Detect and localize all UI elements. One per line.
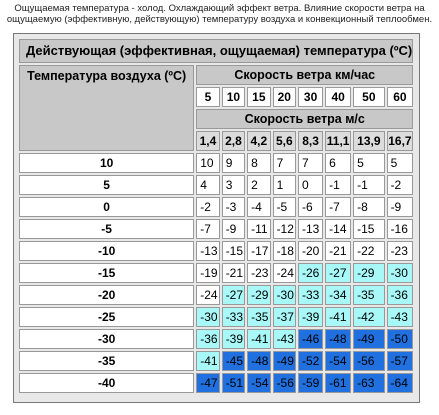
effective-temp-cell: 2 [247, 175, 270, 195]
wind-ms-value: 13,9 [353, 131, 384, 151]
air-temp-value: -10 [19, 241, 194, 261]
effective-temp-cell: -41 [196, 351, 219, 371]
effective-temp-cell: -14 [325, 219, 351, 239]
effective-temp-cell: -8 [353, 197, 384, 217]
air-temp-value: -20 [19, 285, 194, 305]
effective-temp-cell: -43 [273, 329, 296, 349]
effective-temp-cell: -2 [196, 197, 219, 217]
effective-temp-cell: -1 [325, 175, 351, 195]
effective-temp-cell: -21 [325, 241, 351, 261]
effective-temp-cell: -34 [325, 285, 351, 305]
effective-temp-cell: 7 [298, 153, 323, 173]
caption-line-2: ощущаемую (эффективную, действующую) температуру воздуха и конвекционный теплообмен. [6, 14, 433, 25]
table-row [19, 241, 413, 261]
effective-temp-cell: -13 [298, 219, 323, 239]
effective-temp-cell: -51 [222, 373, 245, 393]
effective-temp-cell: -27 [325, 263, 351, 283]
effective-temp-cell: -30 [387, 263, 414, 283]
wind-kmh-value: 40 [325, 87, 351, 107]
effective-temp-cell: -57 [387, 351, 414, 371]
wind-kmh-header: Скорость ветра км/час [196, 65, 413, 85]
effective-temp-cell: -43 [387, 307, 414, 327]
wind-chill-table-frame [13, 33, 420, 403]
table-row [19, 263, 413, 283]
effective-temp-cell: -7 [196, 219, 219, 239]
effective-temp-cell: -19 [196, 263, 219, 283]
air-temp-value: -25 [19, 307, 194, 327]
effective-temp-cell: 5 [387, 153, 414, 173]
effective-temp-cell: 7 [273, 153, 296, 173]
effective-temp-cell: -50 [387, 329, 414, 349]
effective-temp-cell: -61 [325, 373, 351, 393]
air-temp-header: Температура воздуха (ºC) [19, 65, 194, 151]
wind-ms-value: 16,7 [387, 131, 414, 151]
effective-temp-cell: -13 [196, 241, 219, 261]
wind-ms-value: 8,3 [298, 131, 323, 151]
effective-temp-cell: -56 [273, 373, 296, 393]
air-temp-value: -40 [19, 373, 194, 393]
effective-temp-cell: -2 [387, 175, 414, 195]
effective-temp-cell: -52 [298, 351, 323, 371]
effective-temp-cell: 10 [196, 153, 219, 173]
table-title: Действующая (эффективная, ощущаемая) температура (ºC) [19, 39, 413, 63]
effective-temp-cell: -7 [325, 197, 351, 217]
effective-temp-cell: -45 [222, 351, 245, 371]
effective-temp-cell: -20 [298, 241, 323, 261]
wind-ms-value: 4,2 [247, 131, 270, 151]
air-temp-value: 0 [19, 197, 194, 217]
effective-temp-cell: -36 [196, 329, 219, 349]
effective-temp-cell: -18 [273, 241, 296, 261]
wind-chill-table [17, 37, 415, 395]
effective-temp-cell: -15 [222, 241, 245, 261]
effective-temp-cell: -12 [273, 219, 296, 239]
effective-temp-cell: -46 [298, 329, 323, 349]
air-temp-value: -5 [19, 219, 194, 239]
effective-temp-cell: -17 [247, 241, 270, 261]
effective-temp-cell: -4 [247, 197, 270, 217]
effective-temp-cell: -64 [387, 373, 414, 393]
effective-temp-cell: -49 [353, 329, 384, 349]
effective-temp-cell: -56 [353, 351, 384, 371]
effective-temp-cell: 0 [298, 175, 323, 195]
caption [0, 3, 439, 25]
effective-temp-cell: -39 [222, 329, 245, 349]
wind-kmh-value: 5 [196, 87, 219, 107]
air-temp-value: -15 [19, 263, 194, 283]
effective-temp-cell: -33 [222, 307, 245, 327]
effective-temp-cell: -41 [325, 307, 351, 327]
effective-temp-cell: -35 [247, 307, 270, 327]
air-temp-value: -35 [19, 351, 194, 371]
effective-temp-cell: 6 [325, 153, 351, 173]
table-row [19, 197, 413, 217]
effective-temp-cell: -21 [222, 263, 245, 283]
effective-temp-cell: -11 [247, 219, 270, 239]
effective-temp-cell: -9 [387, 197, 414, 217]
wind-kmh-value: 10 [222, 87, 245, 107]
wind-ms-value: 11,1 [325, 131, 351, 151]
effective-temp-cell: -26 [298, 263, 323, 283]
effective-temp-cell: -6 [298, 197, 323, 217]
air-temp-value: 5 [19, 175, 194, 195]
wind-kmh-value: 30 [298, 87, 323, 107]
effective-temp-cell: -9 [222, 219, 245, 239]
effective-temp-cell: 9 [222, 153, 245, 173]
effective-temp-cell: -54 [325, 351, 351, 371]
effective-temp-cell: -54 [247, 373, 270, 393]
effective-temp-cell: -33 [298, 285, 323, 305]
effective-temp-cell: -29 [247, 285, 270, 305]
wind-kmh-value: 60 [387, 87, 414, 107]
effective-temp-cell: -24 [196, 285, 219, 305]
effective-temp-cell: -22 [353, 241, 384, 261]
air-temp-value: 10 [19, 153, 194, 173]
table-row [19, 153, 413, 173]
effective-temp-cell: -59 [298, 373, 323, 393]
effective-temp-cell: -48 [325, 329, 351, 349]
effective-temp-cell: -23 [247, 263, 270, 283]
table-row [19, 329, 413, 349]
effective-temp-cell: -49 [273, 351, 296, 371]
effective-temp-cell: -39 [298, 307, 323, 327]
table-row [19, 285, 413, 305]
wind-ms-value: 1,4 [196, 131, 219, 151]
effective-temp-cell: 4 [196, 175, 219, 195]
table-row [19, 219, 413, 239]
effective-temp-cell: 3 [222, 175, 245, 195]
effective-temp-cell: -47 [196, 373, 219, 393]
effective-temp-cell: 8 [247, 153, 270, 173]
table-row [19, 307, 413, 327]
wind-kmh-value: 50 [353, 87, 384, 107]
effective-temp-cell: -41 [247, 329, 270, 349]
effective-temp-cell: -35 [353, 285, 384, 305]
effective-temp-cell: -29 [353, 263, 384, 283]
wind-ms-value: 2,8 [222, 131, 245, 151]
wind-kmh-value: 15 [247, 87, 270, 107]
air-temp-value: -30 [19, 329, 194, 349]
effective-temp-cell: -24 [273, 263, 296, 283]
effective-temp-cell: -30 [273, 285, 296, 305]
effective-temp-cell: -36 [387, 285, 414, 305]
table-row [19, 351, 413, 371]
effective-temp-cell: -1 [353, 175, 384, 195]
effective-temp-cell: 5 [353, 153, 384, 173]
effective-temp-cell: -30 [196, 307, 219, 327]
wind-ms-value: 5,6 [273, 131, 296, 151]
effective-temp-cell: -16 [387, 219, 414, 239]
effective-temp-cell: -3 [222, 197, 245, 217]
effective-temp-cell: -42 [353, 307, 384, 327]
effective-temp-cell: -5 [273, 197, 296, 217]
effective-temp-cell: -48 [247, 351, 270, 371]
effective-temp-cell: -27 [222, 285, 245, 305]
effective-temp-cell: 1 [273, 175, 296, 195]
table-row [19, 175, 413, 195]
effective-temp-cell: -23 [387, 241, 414, 261]
effective-temp-cell: -63 [353, 373, 384, 393]
wind-kmh-value: 20 [273, 87, 296, 107]
caption-line-1: Ощущаемая температура - холод. Охлаждающий эффект ветра. Влияние скорости ветра на [14, 3, 425, 14]
effective-temp-cell: -15 [353, 219, 384, 239]
wind-ms-header: Скорость ветра м/с [196, 109, 413, 129]
table-row [19, 373, 413, 393]
effective-temp-cell: -37 [273, 307, 296, 327]
